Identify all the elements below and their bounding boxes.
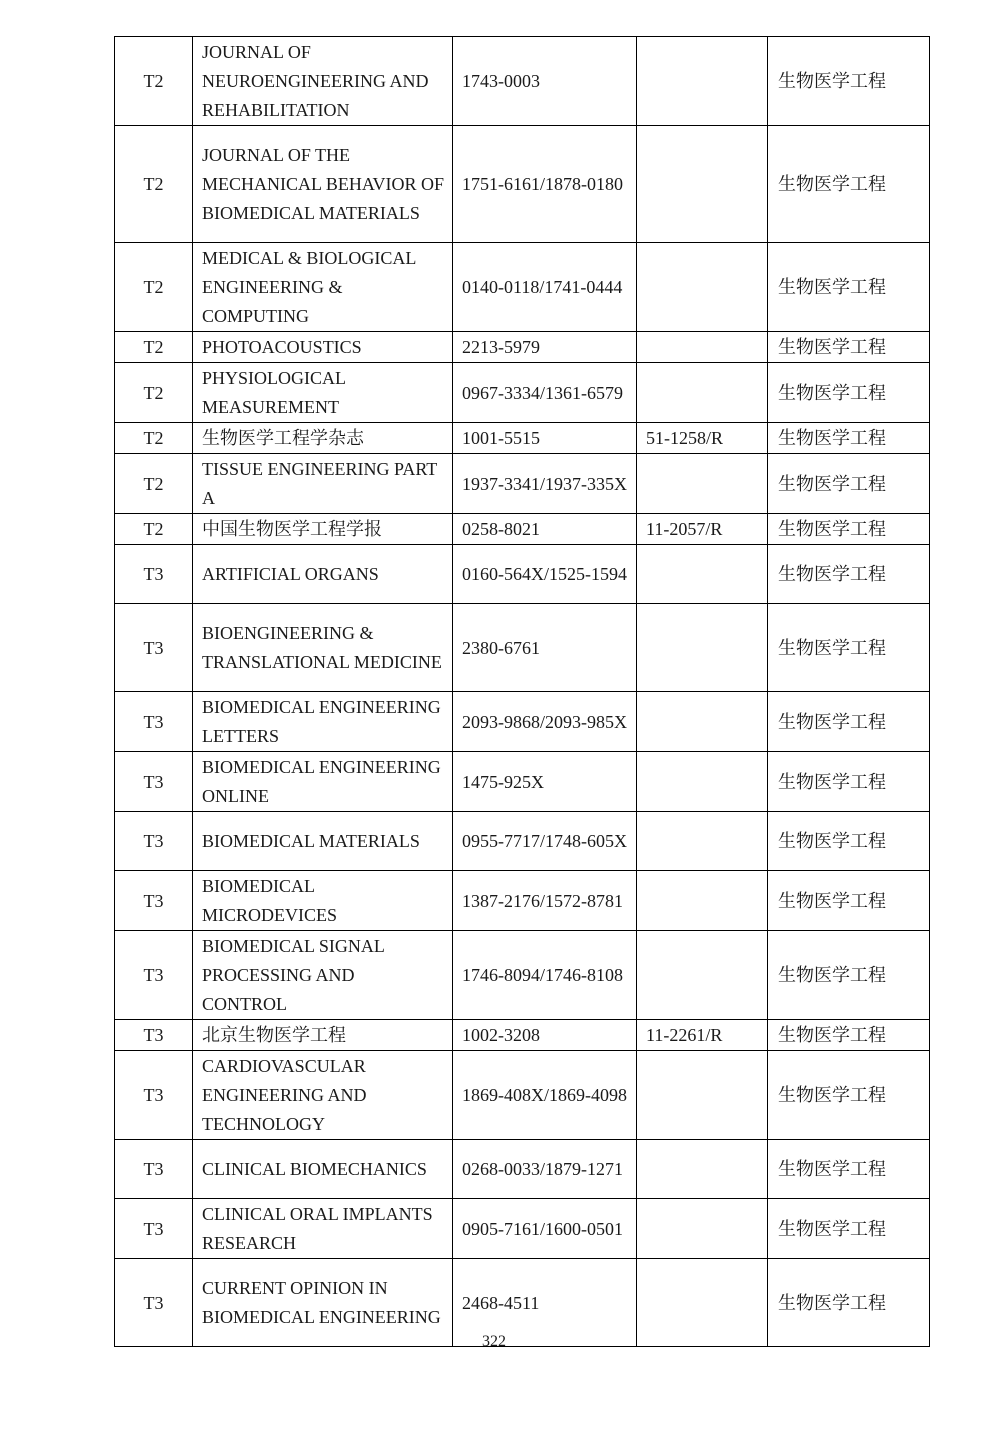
cn-cell — [637, 1051, 768, 1140]
tier-cell: T2 — [115, 243, 193, 332]
issn-cell: 0967-3334/1361-6579 — [453, 363, 637, 423]
journal-name-cell: CLINICAL BIOMECHANICS — [193, 1140, 453, 1199]
category-cell: 生物医学工程 — [768, 1051, 930, 1140]
cn-cell — [637, 363, 768, 423]
category-cell: 生物医学工程 — [768, 692, 930, 752]
issn-cell: 2380-6761 — [453, 604, 637, 692]
table-row — [115, 752, 930, 812]
cn-cell — [637, 871, 768, 931]
journal-name-cell: BIOENGINEERING & TRANSLATIONAL MEDICINE — [193, 604, 453, 692]
table-row — [115, 692, 930, 752]
table-row — [115, 454, 930, 514]
issn-cell: 0268-0033/1879-1271 — [453, 1140, 637, 1199]
table-row — [115, 931, 930, 1020]
issn-cell: 1743-0003 — [453, 37, 637, 126]
category-cell: 生物医学工程 — [768, 752, 930, 812]
cn-cell — [637, 454, 768, 514]
tier-cell: T2 — [115, 37, 193, 126]
journal-name-cell: BIOMEDICAL MICRODEVICES — [193, 871, 453, 931]
tier-cell: T2 — [115, 126, 193, 243]
journal-name-cell: 中国生物医学工程学报 — [193, 514, 453, 545]
tier-cell: T3 — [115, 1051, 193, 1140]
table-row — [115, 812, 930, 871]
cn-cell — [637, 692, 768, 752]
category-cell: 生物医学工程 — [768, 931, 930, 1020]
issn-cell: 1746-8094/1746-8108 — [453, 931, 637, 1020]
issn-cell: 1475-925X — [453, 752, 637, 812]
journal-name-cell: PHYSIOLOGICAL MEASUREMENT — [193, 363, 453, 423]
tier-cell: T2 — [115, 332, 193, 363]
tier-cell: T2 — [115, 514, 193, 545]
journal-name-cell: ARTIFICIAL ORGANS — [193, 545, 453, 604]
tier-cell: T3 — [115, 1259, 193, 1347]
cn-cell: 11-2057/R — [637, 514, 768, 545]
category-cell: 生物医学工程 — [768, 363, 930, 423]
journal-name-cell: BIOMEDICAL ENGINEERING ONLINE — [193, 752, 453, 812]
cn-cell — [637, 812, 768, 871]
cn-cell — [637, 1140, 768, 1199]
cn-cell — [637, 604, 768, 692]
table-row — [115, 1051, 930, 1140]
tier-cell: T3 — [115, 871, 193, 931]
cn-cell: 11-2261/R — [637, 1020, 768, 1051]
cn-cell — [637, 243, 768, 332]
table-row — [115, 871, 930, 931]
journal-name-cell: JOURNAL OF NEUROENGINEERING AND REHABILITATION — [193, 37, 453, 126]
table-row — [115, 514, 930, 545]
category-cell: 生物医学工程 — [768, 1020, 930, 1051]
table-row — [115, 604, 930, 692]
tier-cell: T3 — [115, 692, 193, 752]
journal-name-cell: BIOMEDICAL SIGNAL PROCESSING AND CONTROL — [193, 931, 453, 1020]
journal-name-cell: BIOMEDICAL MATERIALS — [193, 812, 453, 871]
journal-name-cell: JOURNAL OF THE MECHANICAL BEHAVIOR OF BIOMEDICAL MATERIALS — [193, 126, 453, 243]
journal-name-cell: 北京生物医学工程 — [193, 1020, 453, 1051]
table-row — [115, 1140, 930, 1199]
journal-name-cell: 生物医学工程学杂志 — [193, 423, 453, 454]
cn-cell — [637, 752, 768, 812]
issn-cell: 1937-3341/1937-335X — [453, 454, 637, 514]
tier-cell: T2 — [115, 423, 193, 454]
category-cell: 生物医学工程 — [768, 37, 930, 126]
issn-cell: 1001-5515 — [453, 423, 637, 454]
tier-cell: T3 — [115, 931, 193, 1020]
tier-cell: T2 — [115, 454, 193, 514]
category-cell: 生物医学工程 — [768, 423, 930, 454]
table-row — [115, 423, 930, 454]
journal-name-cell: CLINICAL ORAL IMPLANTS RESEARCH — [193, 1199, 453, 1259]
table-row — [115, 332, 930, 363]
issn-cell: 1751-6161/1878-0180 — [453, 126, 637, 243]
tier-cell: T3 — [115, 1140, 193, 1199]
journal-name-cell: MEDICAL & BIOLOGICAL ENGINEERING & COMPUTING — [193, 243, 453, 332]
cn-cell — [637, 545, 768, 604]
category-cell: 生物医学工程 — [768, 332, 930, 363]
category-cell: 生物医学工程 — [768, 126, 930, 243]
category-cell: 生物医学工程 — [768, 514, 930, 545]
category-cell: 生物医学工程 — [768, 812, 930, 871]
issn-cell: 2468-4511 — [453, 1259, 637, 1347]
page-number: 322 — [482, 1333, 506, 1350]
category-cell: 生物医学工程 — [768, 1259, 930, 1347]
tier-cell: T3 — [115, 545, 193, 604]
tier-cell: T3 — [115, 604, 193, 692]
table-row — [115, 243, 930, 332]
tier-cell: T3 — [115, 1199, 193, 1259]
issn-cell: 2093-9868/2093-985X — [453, 692, 637, 752]
issn-cell: 1387-2176/1572-8781 — [453, 871, 637, 931]
cn-cell — [637, 37, 768, 126]
table-row — [115, 1199, 930, 1259]
cn-cell — [637, 1199, 768, 1259]
table-row — [115, 545, 930, 604]
table-row — [115, 37, 930, 126]
issn-cell: 2213-5979 — [453, 332, 637, 363]
table-row — [115, 363, 930, 423]
journal-table — [114, 36, 930, 1347]
category-cell: 生物医学工程 — [768, 243, 930, 332]
table-row — [115, 1020, 930, 1051]
cn-cell — [637, 931, 768, 1020]
issn-cell: 0905-7161/1600-0501 — [453, 1199, 637, 1259]
issn-cell: 0160-564X/1525-1594 — [453, 545, 637, 604]
journal-name-cell: CURRENT OPINION IN BIOMEDICAL ENGINEERING — [193, 1259, 453, 1347]
journal-name-cell: CARDIOVASCULAR ENGINEERING AND TECHNOLOGY — [193, 1051, 453, 1140]
cn-cell — [637, 332, 768, 363]
cn-cell — [637, 126, 768, 243]
tier-cell: T2 — [115, 363, 193, 423]
tier-cell: T3 — [115, 752, 193, 812]
cn-cell: 51-1258/R — [637, 423, 768, 454]
category-cell: 生物医学工程 — [768, 1140, 930, 1199]
tier-cell: T3 — [115, 812, 193, 871]
category-cell: 生物医学工程 — [768, 604, 930, 692]
category-cell: 生物医学工程 — [768, 871, 930, 931]
journal-name-cell: PHOTOACOUSTICS — [193, 332, 453, 363]
issn-cell: 1869-408X/1869-4098 — [453, 1051, 637, 1140]
table-row — [115, 126, 930, 243]
category-cell: 生物医学工程 — [768, 545, 930, 604]
journal-name-cell: BIOMEDICAL ENGINEERING LETTERS — [193, 692, 453, 752]
journal-name-cell: TISSUE ENGINEERING PART A — [193, 454, 453, 514]
table-body — [115, 37, 930, 1347]
issn-cell: 1002-3208 — [453, 1020, 637, 1051]
issn-cell: 0955-7717/1748-605X — [453, 812, 637, 871]
tier-cell: T3 — [115, 1020, 193, 1051]
issn-cell: 0258-8021 — [453, 514, 637, 545]
issn-cell: 0140-0118/1741-0444 — [453, 243, 637, 332]
category-cell: 生物医学工程 — [768, 1199, 930, 1259]
category-cell: 生物医学工程 — [768, 454, 930, 514]
